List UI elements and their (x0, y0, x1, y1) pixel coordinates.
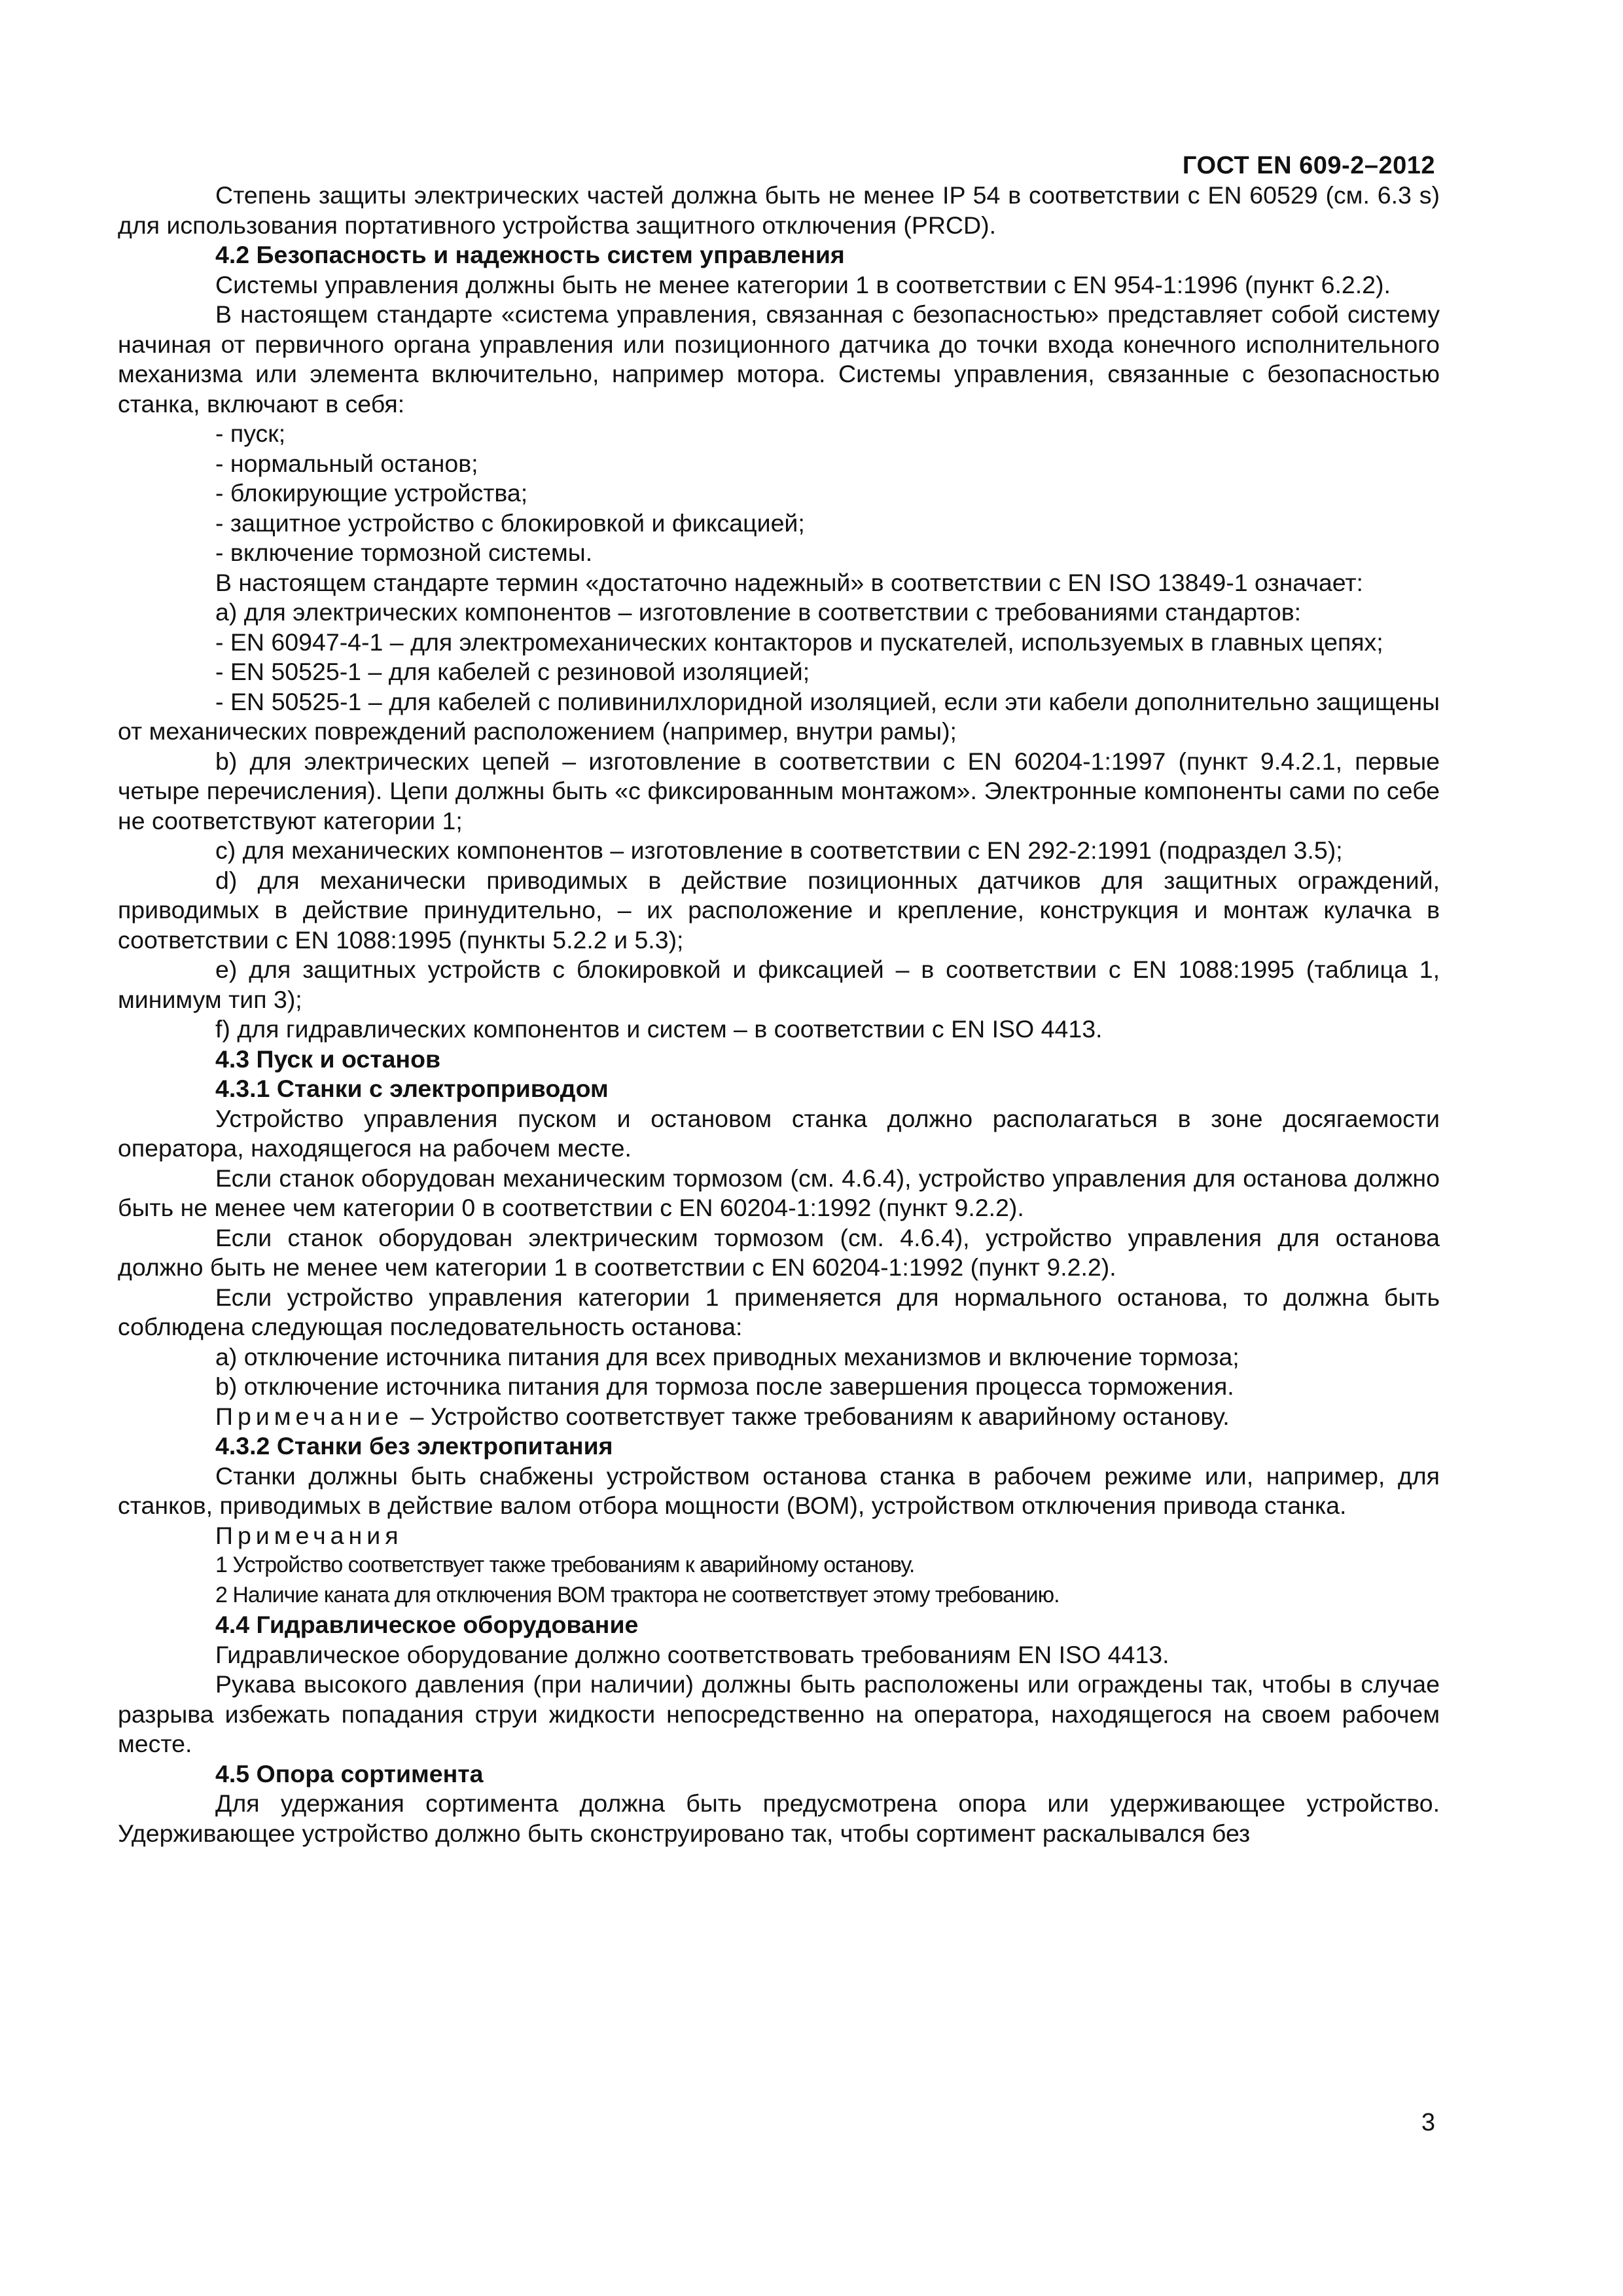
note-label: Примечание (215, 1402, 404, 1430)
notes-title: Примечания (215, 1521, 403, 1549)
body-paragraph: c) для механических компонентов – изготовление в соответствии с EN 292-2:1991 (подраздел 3.5); (215, 836, 1343, 864)
body-paragraph: Системы управления должны быть не менее категории 1 в соответствии с EN 954-1:1996 (пункт 6.2.2). (215, 270, 1391, 298)
body-paragraph: f) для гидравлических компонентов и систем – в соответствии с EN ISO 4413. (215, 1015, 1103, 1043)
document-body (118, 181, 1440, 1848)
body-paragraph: Гидравлическое оборудование должно соответствовать требованиям EN ISO 4413. (215, 1640, 1169, 1668)
body-paragraph: - включение тормозной системы. (215, 539, 593, 566)
body-paragraph: а) отключение источника питания для всех приводных механизмов и включение тормоза; (215, 1342, 1240, 1371)
body-paragraph: В настоящем стандарте «система управления, связанная с безопасностью» представляет собой систему начиная от первичного органа управления или позиционного датчика до точки входа конечного исполнительного механизма или элемента включительно, например мотора. Системы управления, связанные с безопасностью станка, включают в себя: (118, 300, 1440, 418)
body-paragraph: а) для электрических компонентов – изготовление в соответствии с требованиями стандартов: (215, 598, 1302, 626)
body-paragraph: b) отключение источника питания для тормоза после завершения процесса торможения. (215, 1372, 1234, 1400)
body-paragraph: Если станок оборудован электрическим тормозом (см. 4.6.4), устройство управления для останова должно быть не менее чем категории 1 в соответствии с EN 60204-1:1992 (пункт 9.2.2). (118, 1223, 1440, 1281)
body-paragraph: - EN 50525-1 – для кабелей с резиновой изоляцией; (215, 658, 810, 685)
body-paragraph: Если устройство управления категории 1 применяется для нормального останова, то должна быть соблюдена следующая последовательность останова: (118, 1283, 1440, 1340)
section-heading: 4.4 Гидравлическое оборудование (215, 1611, 639, 1638)
body-paragraph: - EN 50525-1 – для кабелей с поливинилхлоридной изоляцией, если эти кабели дополнительно защищены от механических повреждений расположением (например, внутри рамы); (118, 687, 1440, 745)
body-paragraph: В настоящем стандарте термин «достаточно надежный» в соответствии с EN ISO 13849-1 означает: (215, 568, 1363, 596)
body-paragraph: - EN 60947-4-1 – для электромеханических контакторов и пускателей, используемых в главных цепях; (215, 628, 1383, 656)
body-paragraph: - блокирующие устройства; (215, 479, 528, 507)
body-paragraph: Станки должны быть снабжены устройством останова станка в рабочем режиме или, например, для станков, приводимых в действие валом отбора мощности (ВОМ), устройством отключения привода станка. (118, 1462, 1440, 1519)
body-paragraph: e) для защитных устройств с блокировкой и фиксацией – в соответствии с EN 1088:1995 (таблица 1, минимум тип 3); (118, 956, 1440, 1013)
section-heading: 4.2 Безопасность и надежность систем управления (215, 241, 845, 268)
page-number: 3 (1421, 2109, 1435, 2136)
note-item: 1 Устройство соответствует также требованиям к аварийному останову. (215, 1552, 915, 1577)
note-paragraph (118, 1402, 1440, 1432)
body-paragraph: - пуск; (215, 420, 286, 447)
body-paragraph: Степень защиты электрических частей должна быть не менее IP 54 в соответствии с EN 60529 (см. 6.3 s) для использования портативного устройства защитного отключения (PRCD). (118, 181, 1440, 239)
body-paragraph: b) для электрических цепей – изготовление в соответствии с EN 60204-1:1997 (пункт 9.4.2.1, первые четыре перечисления). Цепи должны быть «с фиксированным монтажом». Электронные компоненты сами по себе не соответствуют категории 1; (118, 747, 1440, 834)
document-header: ГОСТ EN 609-2–2012 (1182, 152, 1435, 179)
note-item: 2 Наличие каната для отключения ВОМ трактора не соответствует этому требованию. (215, 1582, 1060, 1607)
section-heading: 4.3.1 Станки с электроприводом (215, 1075, 609, 1102)
body-paragraph: - нормальный останов; (215, 449, 478, 477)
body-paragraph: Устройство управления пуском и остановом станка должно располагаться в зоне досягаемости оператора, находящегося на рабочем месте. (118, 1104, 1440, 1162)
body-paragraph: Для удержания сортимента должна быть предусмотрена опора или удерживающее устройство. Удерживающее устройство должно быть сконструировано так, чтобы сортимент раскалывался без (118, 1789, 1440, 1847)
section-heading: 4.3 Пуск и останов (215, 1045, 441, 1073)
body-paragraph: - защитное устройство с блокировкой и фиксацией; (215, 509, 805, 537)
section-heading: 4.5 Опора сортимента (215, 1759, 484, 1787)
section-heading: 4.3.2 Станки без электропитания (215, 1432, 613, 1460)
body-paragraph: Рукава высокого давления (при наличии) должны быть расположены или ограждены так, чтобы в случае разрыва избежать попадания струи жидкости непосредственно на оператора, находящегося на своем рабочем месте. (118, 1670, 1440, 1757)
body-paragraph: d) для механически приводимых в действие позиционных датчиков для защитных ограждений, приводимых в действие принудительно, – их расположение и крепление, конструкция и монтаж кулачка в соответствии с EN 1088:1995 (пункты 5.2.2 и 5.3); (118, 866, 1440, 954)
note-text: – Устройство соответствует также требованиям к аварийному останову. (403, 1402, 1230, 1430)
body-paragraph: Если станок оборудован механическим тормозом (см. 4.6.4), устройство управления для останова должно быть не менее чем категории 0 в соответствии с EN 60204-1:1992 (пункт 9.2.2). (118, 1164, 1440, 1221)
